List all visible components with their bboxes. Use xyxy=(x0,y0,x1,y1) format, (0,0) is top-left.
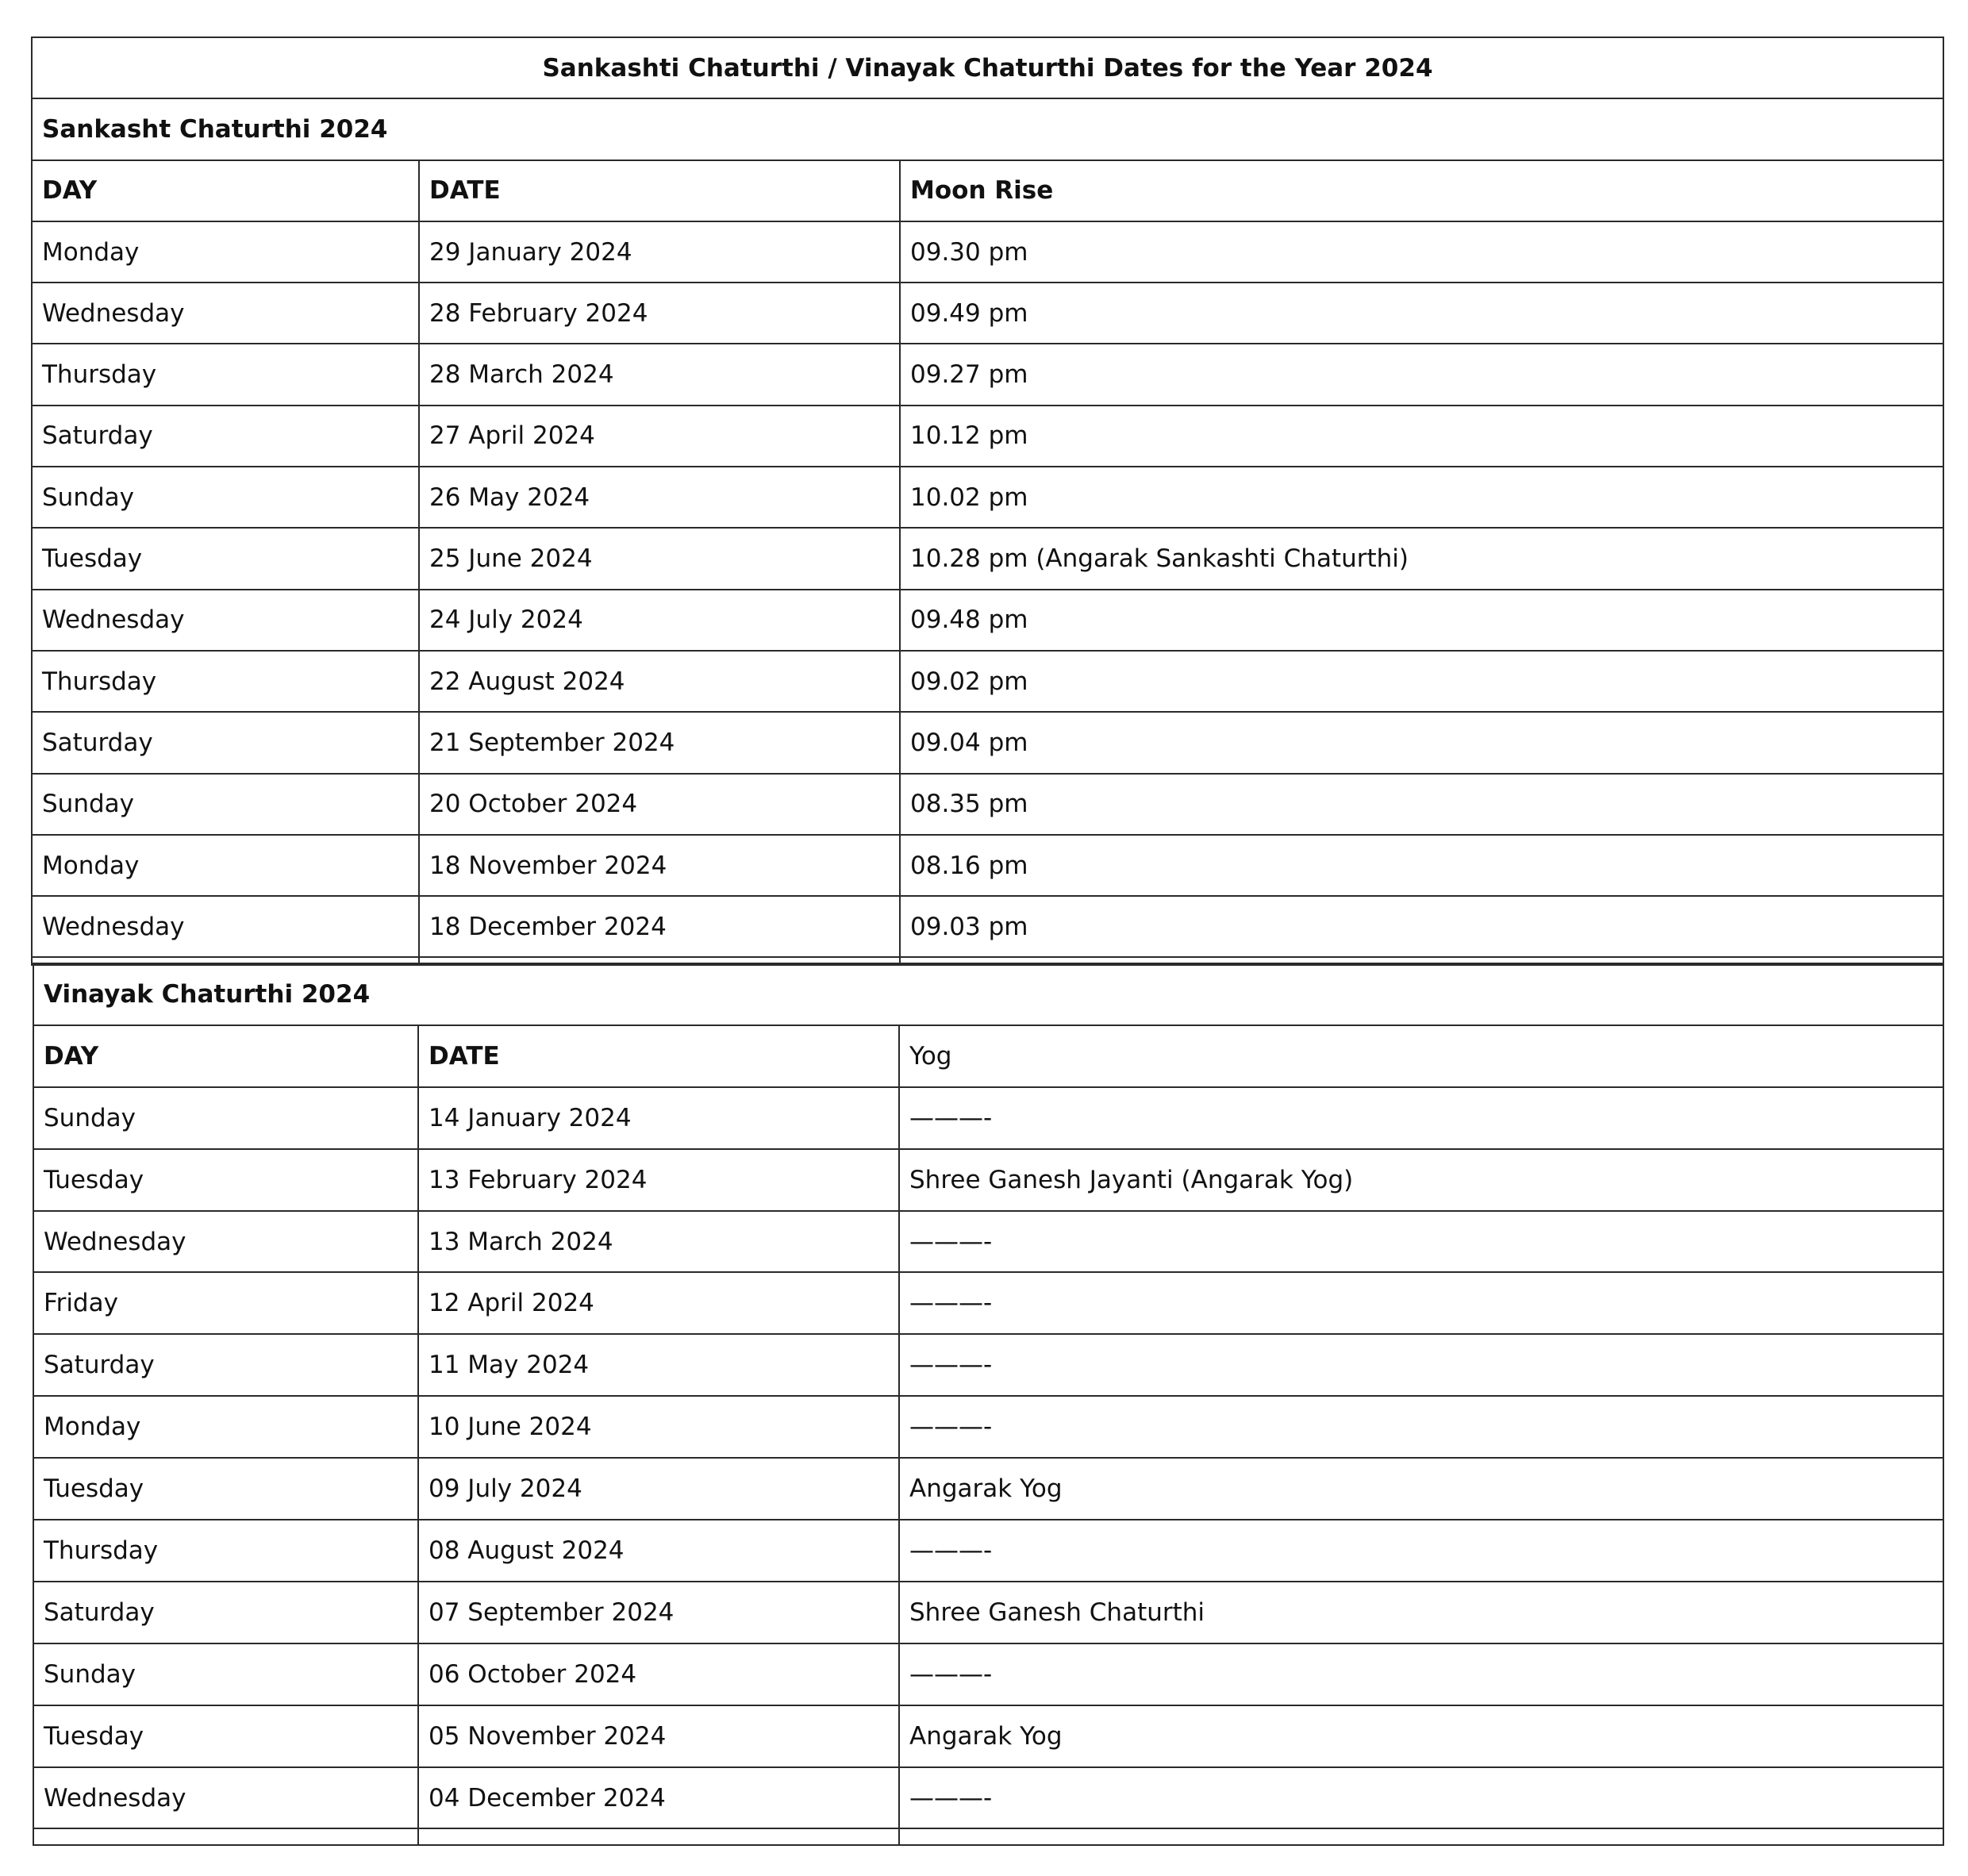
sankashti-cell-moonrise: 09.02 pm xyxy=(900,651,1943,712)
vinayak-cell-yog: ———- xyxy=(899,1334,1943,1396)
sankashti-cell-day: Sunday xyxy=(32,774,419,835)
table-row xyxy=(33,1582,1943,1643)
table-row xyxy=(32,406,1943,467)
vinayak-header-date: DATE xyxy=(418,1025,899,1087)
sankashti-header-date: DATE xyxy=(419,160,900,221)
vinayak-cell-yog: ———- xyxy=(899,1211,1943,1273)
vinayak-cell-date: 05 November 2024 xyxy=(418,1705,899,1767)
table-row xyxy=(32,467,1943,528)
table-row xyxy=(33,1643,1943,1705)
vinayak-table xyxy=(33,963,1944,1846)
sankashti-cell-date: 18 December 2024 xyxy=(419,896,900,957)
sankashti-cell-moonrise: 08.35 pm xyxy=(900,774,1943,835)
sankashti-cell-date: 29 January 2024 xyxy=(419,221,900,283)
vinayak-cell-date: 08 August 2024 xyxy=(418,1520,899,1582)
table-row xyxy=(33,1272,1943,1334)
vinayak-cell-day: Wednesday xyxy=(33,1767,418,1829)
table-row xyxy=(33,1396,1943,1458)
table-row xyxy=(32,528,1943,589)
table-row xyxy=(32,590,1943,651)
sankashti-cell-moonrise: 09.03 pm xyxy=(900,896,1943,957)
vinayak-cell-date: 13 February 2024 xyxy=(418,1149,899,1211)
table-row xyxy=(32,651,1943,712)
vinayak-cell-yog: ———- xyxy=(899,1272,1943,1334)
vinayak-cell-date: 04 December 2024 xyxy=(418,1767,899,1829)
vinayak-cell-yog: ———- xyxy=(899,1396,1943,1458)
sankashti-cell-date: 24 July 2024 xyxy=(419,590,900,651)
sankashti-cell-day: Tuesday xyxy=(32,528,419,589)
sankashti-cell-day: Sunday xyxy=(32,467,419,528)
table-row xyxy=(32,774,1943,835)
vinayak-cell-date: 10 June 2024 xyxy=(418,1396,899,1458)
table-row xyxy=(33,1767,1943,1829)
vinayak-header-yog: Yog xyxy=(899,1025,1943,1087)
empty-cell xyxy=(899,1828,1943,1845)
table-row xyxy=(32,344,1943,405)
table-row xyxy=(32,283,1943,344)
vinayak-header-row xyxy=(33,1025,1943,1087)
empty-cell xyxy=(418,1828,899,1845)
table-row xyxy=(32,835,1943,896)
vinayak-cell-date: 13 March 2024 xyxy=(418,1211,899,1273)
sankashti-cell-date: 20 October 2024 xyxy=(419,774,900,835)
vinayak-cell-day: Wednesday xyxy=(33,1211,418,1273)
sankashti-cell-day: Wednesday xyxy=(32,283,419,344)
sankashti-cell-day: Monday xyxy=(32,221,419,283)
sankashti-header-day: DAY xyxy=(32,160,419,221)
vinayak-cell-day: Thursday xyxy=(33,1520,418,1582)
sankashti-cell-day: Wednesday xyxy=(32,590,419,651)
vinayak-cell-day: Sunday xyxy=(33,1643,418,1705)
sankashti-header-row xyxy=(32,160,1943,221)
sankashti-cell-day: Saturday xyxy=(32,712,419,773)
table-row xyxy=(33,1087,1943,1149)
table-row xyxy=(32,221,1943,283)
vinayak-cell-yog: ———- xyxy=(899,1643,1943,1705)
table-row xyxy=(33,1211,1943,1273)
table-row xyxy=(32,896,1943,957)
sankashti-cell-date: 28 March 2024 xyxy=(419,344,900,405)
sankashti-cell-day: Wednesday xyxy=(32,896,419,957)
sankashti-cell-day: Saturday xyxy=(32,406,419,467)
table-row xyxy=(33,1520,1943,1582)
vinayak-cell-yog: Shree Ganesh Jayanti (Angarak Yog) xyxy=(899,1149,1943,1211)
sankashti-cell-date: 18 November 2024 xyxy=(419,835,900,896)
sankashti-cell-day: Thursday xyxy=(32,344,419,405)
sankashti-cell-moonrise: 10.28 pm (Angarak Sankashti Chaturthi) xyxy=(900,528,1943,589)
vinayak-cell-date: 14 January 2024 xyxy=(418,1087,899,1149)
sankashti-cell-moonrise: 10.02 pm xyxy=(900,467,1943,528)
table-row xyxy=(33,1334,1943,1396)
table-row xyxy=(33,1149,1943,1211)
sankashti-cell-moonrise: 09.49 pm xyxy=(900,283,1943,344)
vinayak-cell-date: 06 October 2024 xyxy=(418,1643,899,1705)
vinayak-cell-yog: ———- xyxy=(899,1087,1943,1149)
vinayak-cell-date: 11 May 2024 xyxy=(418,1334,899,1396)
empty-cell xyxy=(33,1828,418,1845)
sankashti-cell-day: Monday xyxy=(32,835,419,896)
vinayak-cell-day: Monday xyxy=(33,1396,418,1458)
vinayak-header-day: DAY xyxy=(33,1025,418,1087)
sankashti-cell-moonrise: 09.30 pm xyxy=(900,221,1943,283)
vinayak-cell-day: Tuesday xyxy=(33,1149,418,1211)
vinayak-cell-date: 12 April 2024 xyxy=(418,1272,899,1334)
sankashti-cell-moonrise: 10.12 pm xyxy=(900,406,1943,467)
sankashti-cell-date: 21 September 2024 xyxy=(419,712,900,773)
vinayak-cell-day: Tuesday xyxy=(33,1705,418,1767)
sankashti-cell-date: 22 August 2024 xyxy=(419,651,900,712)
vinayak-cell-day: Sunday xyxy=(33,1087,418,1149)
page-title: Sankashti Chaturthi / Vinayak Chaturthi Dates for the Year 2024 xyxy=(32,37,1943,98)
sankashti-cell-day: Thursday xyxy=(32,651,419,712)
table-row xyxy=(32,712,1943,773)
vinayak-section-title: Vinayak Chaturthi 2024 xyxy=(33,963,1943,1025)
sankashti-header-moonrise: Moon Rise xyxy=(900,160,1943,221)
vinayak-cell-date: 09 July 2024 xyxy=(418,1458,899,1520)
vinayak-cell-day: Saturday xyxy=(33,1334,418,1396)
vinayak-cell-yog: ———- xyxy=(899,1520,1943,1582)
sankashti-table xyxy=(31,37,1944,966)
vinayak-cell-yog: Angarak Yog xyxy=(899,1705,1943,1767)
vinayak-cell-yog: Shree Ganesh Chaturthi xyxy=(899,1582,1943,1643)
vinayak-cell-yog: ———- xyxy=(899,1767,1943,1829)
sankashti-cell-moonrise: 09.48 pm xyxy=(900,590,1943,651)
table-row xyxy=(33,1458,1943,1520)
sankashti-cell-date: 28 February 2024 xyxy=(419,283,900,344)
sankashti-cell-moonrise: 09.27 pm xyxy=(900,344,1943,405)
sankashti-cell-moonrise: 09.04 pm xyxy=(900,712,1943,773)
vinayak-cell-day: Friday xyxy=(33,1272,418,1334)
vinayak-cell-day: Tuesday xyxy=(33,1458,418,1520)
table-row xyxy=(33,1705,1943,1767)
vinayak-cell-day: Saturday xyxy=(33,1582,418,1643)
sankashti-section-title: Sankasht Chaturthi 2024 xyxy=(32,98,1943,160)
sankashti-cell-moonrise: 08.16 pm xyxy=(900,835,1943,896)
vinayak-cell-yog: Angarak Yog xyxy=(899,1458,1943,1520)
sankashti-cell-date: 25 June 2024 xyxy=(419,528,900,589)
table-filler-row xyxy=(33,1828,1943,1845)
sankashti-cell-date: 26 May 2024 xyxy=(419,467,900,528)
vinayak-cell-date: 07 September 2024 xyxy=(418,1582,899,1643)
sankashti-cell-date: 27 April 2024 xyxy=(419,406,900,467)
